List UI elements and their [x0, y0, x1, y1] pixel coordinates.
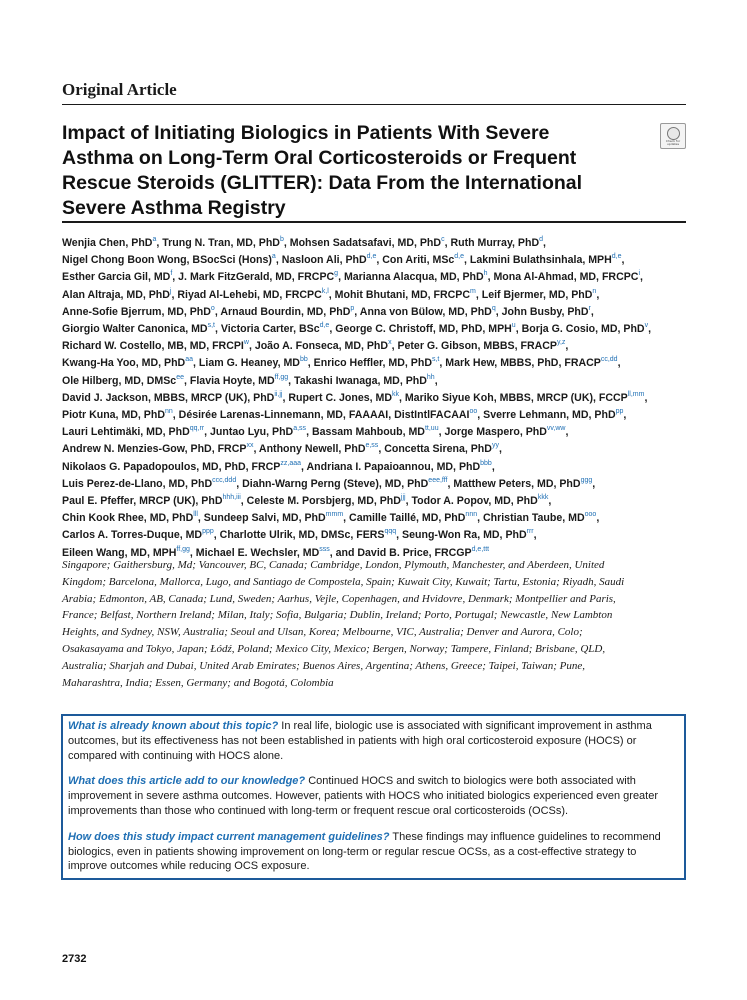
author-line [62, 287, 688, 304]
author-name: , [491, 460, 495, 473]
affiliation-superscript[interactable]: q [491, 304, 496, 312]
author-name: Eileen Wang, MD, MPH [62, 546, 177, 559]
author-name: , Victoria Carter, BSc [214, 323, 320, 336]
author-list [62, 235, 688, 562]
author-name: , [533, 529, 537, 542]
affiliation-superscript[interactable]: r [588, 304, 591, 312]
author-name: Kwang-Ha Yoo, MD, PhD [62, 357, 186, 370]
affiliation-superscript[interactable]: qq,rr [189, 425, 205, 433]
author-line [62, 321, 688, 338]
author-name: , Seung-Won Ra, MD, PhD [396, 529, 527, 542]
affiliation-superscript[interactable]: mmm [325, 511, 344, 519]
key-points-box [61, 714, 686, 880]
author-name: , Mohit Bhutani, MD, FRCPC [328, 288, 471, 301]
affiliation-superscript[interactable]: j [169, 287, 172, 295]
key-point-question: What is already known about this topic? [68, 720, 279, 732]
author-name: , Camille Taillé, MD, PhD [343, 512, 466, 525]
affiliation-superscript[interactable]: ooo [584, 511, 597, 519]
affiliation-superscript[interactable]: a,ss [293, 425, 307, 433]
author-name: , Sverre Lehmann, MD, PhD [477, 409, 616, 422]
author-name: , [565, 340, 569, 353]
affiliation-superscript[interactable]: sss [319, 545, 330, 553]
author-name: , Mohsen Sadatsafavi, MD, PhD [283, 237, 442, 249]
affiliation-superscript[interactable]: k,l [321, 287, 329, 295]
author-name: , [498, 443, 502, 456]
affiliation-superscript[interactable]: hhh,iii [222, 494, 241, 502]
author-name: , [548, 495, 552, 508]
author-name: , John Busby, PhD [495, 305, 589, 318]
author-name: , Bassam Mahboub, MD [306, 426, 425, 439]
author-name: , Désirée Larenas-Linnemann, MD, FAAAAI, DistIntlFACAAI [172, 409, 470, 422]
affiliation-superscript[interactable]: u [511, 322, 516, 330]
author-name: , Riyad Al-Lehebi, MD, FRCPC [171, 288, 322, 301]
author-name: , Marianna Alacqua, MD, PhD [338, 271, 484, 284]
affiliation-superscript[interactable]: b [279, 236, 284, 243]
author-name: , Flavia Hoyte, MD [184, 374, 275, 387]
author-name: , Trung N. Tran, MD, PhD [156, 237, 280, 249]
affiliation-superscript[interactable]: jjj [400, 494, 406, 502]
author-name: , Takashi Iwanaga, MD, PhD [288, 374, 427, 387]
key-point-answer: These findings may influence guidelines to recommend biologics, even in patients showing improvement on long-term or regular rescue OCSs, as a cost-effective strategy to improve outcomes while reducing OCS exposure. [68, 830, 661, 873]
author-line [62, 441, 688, 458]
author-line [62, 252, 688, 269]
author-line [62, 269, 688, 286]
location-line: Australia; Sharjah and Dubai, United Arab Emirates; Buenos Aires, Argentina; Athens, Greece; Taipei, Taiwan; Pune, [62, 659, 585, 672]
affiliation-superscript[interactable]: ii,jj [274, 390, 283, 398]
author-name: , Con Ariti, MSc [376, 254, 455, 267]
affiliation-superscript[interactable]: ff,gg [176, 545, 190, 553]
key-point-3 [68, 830, 676, 874]
author-name: , [596, 512, 600, 525]
author-name: , Michael E. Wechsler, MD [189, 546, 320, 559]
affiliation-superscript[interactable]: tt,uu [424, 425, 439, 433]
author-name: , Peter G. Gibson, MBBS, FRACP [391, 340, 557, 353]
author-name: David J. Jackson, MBBS, MRCP (UK), PhD [62, 391, 275, 404]
author-line [62, 390, 688, 407]
affiliation-superscript[interactable]: h [483, 270, 488, 278]
author-name: , Liam G. Heaney, MD [193, 357, 300, 370]
author-line [62, 527, 688, 544]
affiliation-superscript[interactable]: d [539, 236, 544, 243]
author-name: , George C. Christoff, MD, PhD, MPH [329, 323, 512, 336]
affiliation-superscript[interactable]: kk [391, 390, 399, 398]
author-name: , Celeste M. Porsbjerg, MD, PhD [240, 495, 401, 508]
author-name: , Mark Hew, MBBS, PhD, FRACP [439, 357, 601, 370]
affiliation-superscript[interactable]: zz,aaa [280, 459, 301, 467]
author-name: , Matthew Peters, MD, PhD [447, 477, 581, 490]
affiliation-superscript[interactable]: s,t [431, 356, 440, 364]
author-name: , Ruth Murray, PhD [444, 237, 540, 249]
author-name: , Arnaud Bourdin, MD, PhD [214, 305, 351, 318]
author-name: , [434, 374, 438, 387]
affiliation-superscript[interactable]: rrr [526, 528, 534, 536]
affiliation-superscript[interactable]: xx [246, 442, 254, 450]
author-name: Piotr Kuna, MD, PhD [62, 409, 165, 422]
affiliation-superscript[interactable]: oo [469, 408, 478, 416]
author-name: , Anna von Bülow, MD, PhD [354, 305, 492, 318]
affiliation-superscript[interactable]: aa [185, 356, 194, 364]
author-line [62, 407, 688, 424]
affiliation-superscript[interactable]: s,t [207, 322, 215, 330]
author-name: , Enrico Heffler, MD, PhD [307, 357, 432, 370]
affiliation-superscript[interactable]: ccc,ddd [212, 476, 237, 484]
author-name: Anne-Sofie Bjerrum, MD, PhD [62, 305, 211, 318]
author-name: , [590, 305, 594, 318]
author-name: , Andriana I. Papaioannou, MD, PhD [301, 460, 481, 473]
author-name: Luis Perez-de-Llano, MD, PhD [62, 477, 213, 490]
location-line: France; Belfast, Northern Ireland; Milan, Italy; Sofia, Bulgaria; Dublin, Ireland; Porto, Portugal; Newcastle, New Lambton [62, 609, 613, 622]
affiliation-superscript[interactable]: ll,mm [627, 390, 645, 398]
affiliation-superscript[interactable]: bb [299, 356, 308, 364]
affiliation-superscript[interactable]: d,e [319, 322, 330, 330]
key-point-question: What does this article add to our knowledge? [68, 775, 306, 788]
key-point-answer: In real life, biologic use is associated with significant improvement in asthma outcomes, but its effectiveness has not been established in patients with high oral corticosteroid exposure (HOCS) or compared with continuing with HOCS alone. [68, 720, 652, 762]
author-name: , J. Mark FitzGerald, MD, FRCPC [172, 271, 335, 284]
affiliation-superscript[interactable]: g [334, 270, 339, 278]
affiliation-superscript[interactable]: qqq [384, 528, 397, 536]
author-name: , Juntao Lyu, PhD [204, 426, 294, 439]
key-point-1 [68, 719, 676, 763]
author-name: , Christian Taube, MD [477, 512, 585, 525]
affiliation-superscript[interactable]: vv,ww [546, 425, 566, 433]
author-name: , [640, 271, 643, 284]
author-name: Nigel Chong Boon Wong, BSocSci (Hons) [62, 254, 272, 267]
affiliation-superscript[interactable]: c [441, 236, 445, 243]
author-name: Andrew N. Menzies-Gow, PhD, FRCP [62, 443, 247, 456]
check-for-updates-badge[interactable] [660, 123, 686, 149]
affiliation-superscript[interactable]: yy [491, 442, 499, 450]
affiliation-superscript[interactable]: d,e [454, 253, 465, 261]
author-name: Carlos A. Torres-Duque, MD [62, 529, 203, 542]
affiliation-superscript[interactable]: hh [426, 373, 435, 381]
affiliation-superscript[interactable]: ggg [580, 476, 593, 484]
article-title: Impact of Initiating Biologics in Patients With Severe Asthma on Long-Term Oral Corticosteroids or Frequent Rescue Steroids (GLITTER): Data From the International Severe Asthma Registry [62, 122, 583, 219]
author-name: , [617, 357, 621, 370]
affiliation-superscript[interactable]: d,e,ttt [471, 545, 490, 553]
author-name: , Charlotte Ulrik, MD, DMSc, FERS [213, 529, 385, 542]
author-name: , [565, 426, 569, 439]
author-name: Paul E. Pfeffer, MRCP (UK), PhD [62, 495, 223, 508]
title-rule [62, 221, 686, 223]
affiliation-locations [62, 557, 688, 691]
affiliation-superscript[interactable]: nnn [465, 511, 478, 519]
author-name: , Concetta Sirena, PhD [378, 443, 492, 456]
author-name: , Lakmini Bulathsinhala, MPH [464, 254, 612, 267]
section-label: Original Article [62, 80, 177, 99]
affiliation-superscript[interactable]: ppp [202, 528, 214, 536]
author-line [62, 355, 688, 372]
author-name: , Nasloon Ali, PhD [275, 254, 367, 267]
author-name: , Jorge Maspero, PhD [438, 426, 547, 439]
affiliation-superscript[interactable]: a [271, 253, 276, 261]
affiliation-superscript[interactable]: pp [615, 408, 624, 416]
author-name: , [621, 254, 625, 267]
affiliation-superscript[interactable]: ff,gg [274, 373, 289, 381]
affiliation-superscript[interactable]: x [388, 339, 392, 347]
affiliation-superscript[interactable]: y,z [556, 339, 566, 347]
author-name: , [644, 391, 648, 404]
check-for-updates-label: Check for updates [665, 139, 681, 146]
affiliation-superscript[interactable]: nn [165, 408, 173, 416]
author-line [62, 476, 688, 493]
key-point-question: How does this study impact current management guidelines? [68, 830, 390, 843]
location-line: Osakasayama and Tokyo, Japan; Łódź, Poland; Mexico City, Mexico; Bergen, Norway; Tampere, Finland; Brisbane, QLD, [62, 642, 606, 655]
author-line [62, 373, 688, 390]
affiliation-superscript[interactable]: d,e [611, 253, 622, 261]
affiliation-superscript[interactable]: bbb [480, 459, 492, 467]
author-name: Ole Hilberg, MD, DMSc [62, 374, 177, 387]
affiliation-superscript[interactable]: a [152, 236, 157, 243]
author-name: , Borja G. Cosio, MD, PhD [515, 323, 645, 336]
author-name: , Sundeep Salvi, MD, PhD [197, 512, 326, 525]
author-line [62, 493, 688, 510]
location-line: Heights, and Sydney, NSW, Australia; Seoul and Ulsan, Korea; Melbourne, VIC, Australia; Denver and Aurora, Colo; [62, 626, 583, 639]
author-line [62, 459, 688, 476]
author-name: Chin Kook Rhee, MD, PhD [62, 512, 194, 525]
location-line: Maharashtra, India; Essen, Germany; and Bogotá, Colombia [62, 676, 334, 689]
author-line [62, 235, 688, 252]
affiliation-superscript[interactable]: kkk [537, 494, 549, 502]
author-name: , Mona Al-Ahmad, MD, FRCPC [487, 271, 639, 284]
affiliation-superscript[interactable]: ee [176, 373, 184, 381]
author-name: , [543, 237, 546, 249]
author-name: Giorgio Walter Canonica, MD [62, 323, 208, 336]
affiliation-superscript[interactable]: p [350, 304, 355, 312]
author-name: , Diahn-Warng Perng (Steve), MD, PhD [236, 477, 429, 490]
author-name: , Leif Bjermer, MD, PhD [475, 288, 593, 301]
author-name: , João A. Fonseca, MD, PhD [248, 340, 389, 353]
author-name: , [592, 477, 596, 490]
affiliation-superscript[interactable]: cc,dd [600, 356, 618, 364]
header-rule [62, 104, 686, 105]
author-name: Alan Altraja, MD, PhD [62, 288, 170, 301]
affiliation-superscript[interactable]: m [470, 287, 476, 295]
author-name: , Anthony Newell, PhD [253, 443, 366, 456]
affiliation-superscript[interactable]: o [210, 304, 215, 312]
author-name: , [623, 409, 627, 422]
author-name: , Rupert C. Jones, MD [282, 391, 392, 404]
affiliation-superscript[interactable]: w [243, 339, 249, 347]
author-name: Nikolaos G. Papadopoulos, MD, PhD, FRCP [62, 460, 281, 473]
location-line: Arabia; Edmonton, AB, Canada; Lund, Sweden; Aarhus, Vejle, Copenhagen, and Hvidovre, Denmark; Montpellier and Paris, [62, 592, 616, 605]
author-name: Richard W. Costello, MB, MD, FRCPI [62, 340, 244, 353]
author-line [62, 338, 688, 355]
affiliation-superscript[interactable]: n [592, 287, 597, 295]
author-line [62, 510, 688, 527]
affiliation-superscript[interactable]: f [170, 270, 173, 278]
author-name: , Todor A. Popov, MD, PhD [405, 495, 538, 508]
author-name: , [596, 288, 600, 301]
affiliation-superscript[interactable]: eee,fff [428, 476, 448, 484]
author-name: Lauri Lehtimäki, MD, PhD [62, 426, 190, 439]
author-name: Esther Garcia Gil, MD [62, 271, 171, 284]
key-point-2 [68, 774, 676, 818]
location-line: Singapore; Gaithersburg, Md; Vancouver, BC, Canada; Cambridge, London, Plymouth, Manchester, and Aberdeen, United [62, 559, 605, 571]
author-name: , and David B. Price, FRCGP [329, 546, 472, 559]
author-line [62, 424, 688, 441]
location-line: Kingdom; Barcelona, Mallorca, Lugo, and Santiago de Compostela, Spain; Kuwait City, Kuwait; Tartu, Estonia; Riyadh, Saudi [62, 575, 625, 588]
affiliation-superscript[interactable]: i [638, 270, 640, 278]
affiliation-superscript[interactable]: e,ss [365, 442, 379, 450]
affiliation-superscript[interactable]: v [644, 322, 649, 330]
affiliation-superscript[interactable]: d,e [366, 253, 377, 261]
key-point-answer: Continued HOCS and switch to biologics were both associated with improvement in severe asthma outcomes. However, patients with HOCS who initiated biologics experienced even greater improvements than those who continued with long-term or frequent rescue oral corticosteroids (OCSs). [68, 775, 659, 817]
author-name: , [648, 323, 652, 336]
author-name: , Mariko Siyue Koh, MBBS, MRCP (UK), FCCP [398, 391, 628, 404]
affiliation-superscript[interactable]: lll [193, 511, 198, 519]
author-name: Wenjia Chen, PhD [62, 237, 153, 249]
author-line [62, 304, 688, 321]
page-number: 2732 [62, 953, 87, 965]
